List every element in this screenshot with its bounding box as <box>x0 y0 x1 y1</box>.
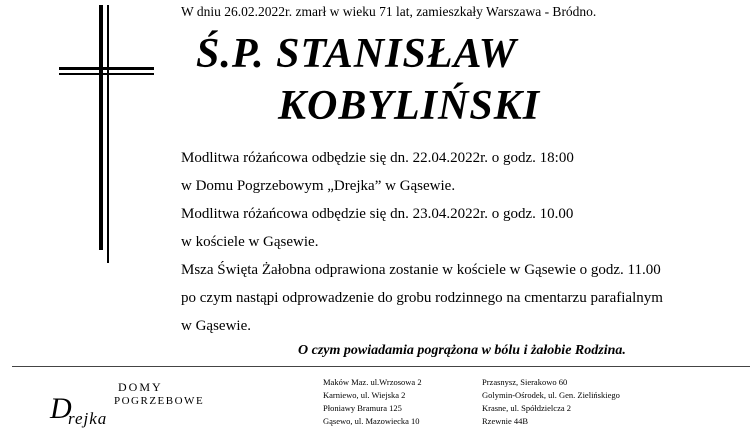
deceased-last-name: KOBYLIŃSKI <box>278 83 541 129</box>
detail-line: w kościele w Gąsewie. <box>181 234 319 250</box>
deceased-first-name: Ś.P. STANISŁAW <box>196 31 518 77</box>
address-item: Krasne, ul. Spółdzielcza 2 <box>482 403 571 413</box>
logo-domy-text: DOMY <box>118 380 163 394</box>
address-item: Płoniawy Bramura 125 <box>323 403 402 413</box>
addresses-right <box>482 376 620 428</box>
detail-line: Msza Święta Żałobna odprawiona zostanie w kościele w Gąsewie o godz. 11.00 <box>181 262 661 278</box>
logo-name-text: rejka <box>68 409 108 428</box>
cross-vertical-bar <box>99 5 103 250</box>
address-item: Golymin-Ośrodek, ul. Gen. Zielińskiego <box>482 390 620 400</box>
detail-line: Modlitwa różańcowa odbędzie się dn. 23.04.2022r. o godz. 10.00 <box>181 206 574 222</box>
closing-text: O czym powiadamia pogrążona w bólu i żałobie Rodzina. <box>298 343 626 358</box>
cross-horizontal-bar <box>59 67 154 70</box>
detail-line: w Gąsewie. <box>181 318 251 334</box>
funeral-home-logo <box>46 378 206 430</box>
address-item: Maków Maz. ul.Wrzosowa 2 <box>323 377 422 387</box>
address-item: Gąsewo, ul. Mazowiecka 10 <box>323 416 420 426</box>
detail-line: w Domu Pogrzebowym „Drejka” w Gąsewie. <box>181 178 456 194</box>
intro-text: W dniu 26.02.2022r. zmarł w wieku 71 lat, zamieszkały Warszawa - Bródno. <box>181 4 597 19</box>
detail-line: Modlitwa różańcowa odbędzie się dn. 22.04.2022r. o godz. 18:00 <box>181 150 574 166</box>
ceremony-details <box>181 148 663 344</box>
logo-initial: D <box>50 392 72 425</box>
address-item: Rzewnie 44B <box>482 416 529 426</box>
detail-line: po czym nastąpi odprowadzenie do grobu rodzinnego na cmentarzu parafialnym <box>181 290 663 306</box>
address-item: Karniewo, ul. Wiejska 2 <box>323 390 406 400</box>
address-item: Przasnysz, Sierakowo 60 <box>482 377 568 387</box>
logo-pogrzebowe-text: POGRZEBOWE <box>114 395 205 407</box>
footer-divider <box>12 366 750 367</box>
cross-horizontal-bar-thin <box>59 73 154 75</box>
cross-vertical-bar-thin <box>107 5 109 263</box>
addresses-left <box>323 376 422 428</box>
